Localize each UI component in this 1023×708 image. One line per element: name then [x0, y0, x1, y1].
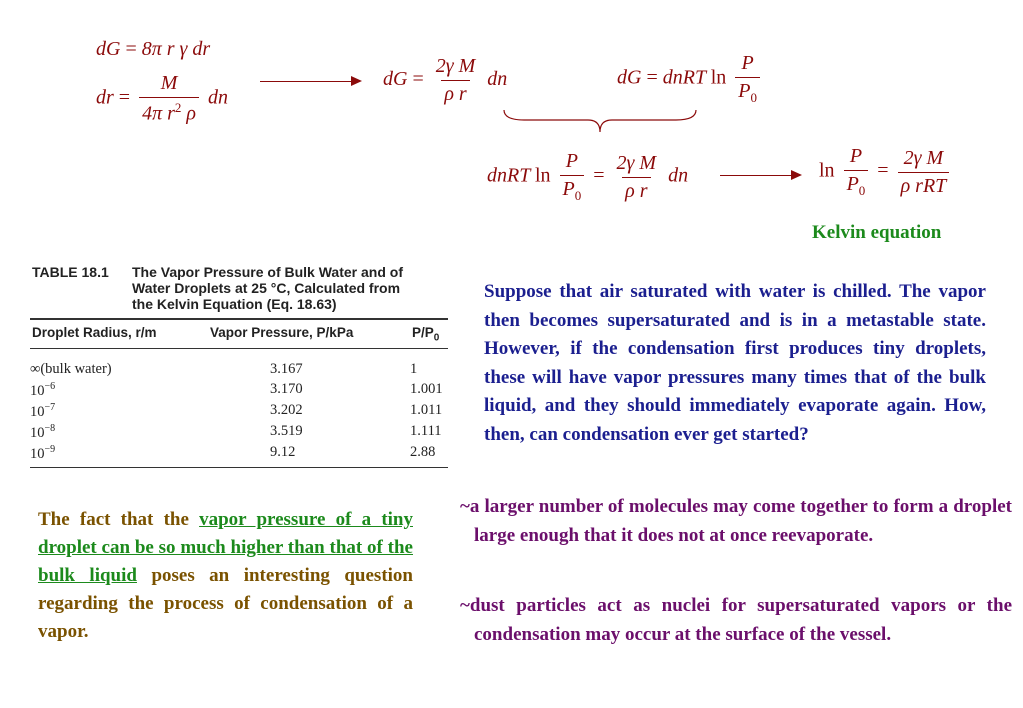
cell-ratio: 1.011 [410, 402, 443, 418]
cell-pressure: 3.167 [270, 361, 303, 377]
eq6-fraction-2 [898, 147, 950, 198]
equation-dr [96, 72, 228, 126]
kelvin-equation-label: Kelvin equation [812, 222, 942, 243]
eq2-den-base: 4π r [142, 102, 175, 125]
eq2-den-exp: 2 [174, 100, 182, 115]
eq3-denominator: ρ r [441, 80, 469, 106]
table-row [30, 444, 448, 464]
eq2-tail: dn [208, 86, 228, 109]
table-header-pressure: Vapor Pressure, P/kPa [210, 325, 354, 340]
eq2-lhs: dr [96, 86, 114, 109]
equals-sign: = [646, 66, 663, 89]
eq6-fraction-1 [844, 145, 869, 199]
table-row [30, 423, 448, 443]
eq4-denominator [735, 77, 760, 106]
eq5-den-sub: 0 [574, 188, 582, 203]
equation-dG-8pi [96, 38, 210, 61]
arrow-right-1 [260, 81, 360, 82]
left-paragraph [38, 506, 413, 646]
radius-exponent: −9 [44, 444, 56, 455]
eq4-ln: ln [710, 66, 727, 89]
eq6-numerator-1: P [849, 145, 863, 167]
table-rule-header [30, 348, 448, 349]
eq5-fraction-1 [560, 150, 585, 204]
cell-ratio: 1.111 [410, 423, 442, 439]
table-rule-top [30, 318, 448, 320]
eq2-fraction [139, 72, 199, 126]
equals-sign: = [125, 38, 142, 60]
eq5-denominator-1 [560, 175, 585, 204]
eq3-tail: dn [487, 68, 508, 91]
eq6-den-base: P [846, 173, 859, 195]
eq2-denominator [139, 97, 199, 126]
cell-ratio: 2.88 [410, 444, 436, 460]
eq5-numerator-2: 2γ M [616, 151, 657, 174]
equation-dG-fraction [383, 55, 507, 106]
table-header-radius: Droplet Radius, r/m [32, 325, 157, 340]
table-title [132, 264, 448, 312]
answer-1: ~a larger number of molecules may come together to form a droplet large enough that it does not at once reevaporate. [460, 496, 1012, 546]
eq1-rhs: 8π r γ dr [141, 38, 211, 60]
eq6-ln: ln [819, 159, 835, 182]
table-rule-bottom [30, 467, 448, 468]
left-paragraph-highlight: vapor pressure of a tiny droplet can be so much higher than that of the bulk liquid [38, 509, 413, 586]
eq4-mid: dnRT [662, 66, 706, 89]
cell-radius: ∞(bulk water) [30, 361, 112, 377]
curly-brace [500, 108, 700, 136]
cell-radius: $10^{-8}$ [30, 423, 56, 441]
equals-sign: = [593, 164, 605, 187]
table-title-line-1: The Vapor Pressure of Bulk Water and of [132, 264, 403, 280]
table-title-line-2: Water Droplets at 25 °C, Calculated from [132, 280, 401, 296]
eq6-numerator-2: 2γ M [903, 146, 944, 169]
equation-kelvin [819, 145, 953, 199]
cell-radius: $10^{-7}$ [30, 402, 56, 420]
equation-dG-dnRT [617, 52, 764, 106]
arrow-right-2 [720, 175, 800, 176]
ratio-subscript: 0 [433, 332, 440, 344]
eq2-numerator: M [160, 72, 178, 94]
eq5-denominator-2: ρ r [622, 177, 650, 203]
eq3-fraction [433, 55, 479, 106]
eq5-fraction-2 [614, 152, 660, 203]
eq3-numerator: 2γ M [435, 55, 476, 77]
table-18-1 [30, 264, 448, 474]
question-paragraph: Suppose that air saturated with water is chilled. The vapor then becomes supersaturated and is in a metastable state. However, if the condensation first produces tiny droplets, these will have vapor pressures many times that of the bulk liquid, and they should immediately evaporate again. How, then, can condensation ever get started? [484, 281, 986, 445]
eq2-den-tail: ρ [181, 102, 196, 125]
radius-exponent: −6 [44, 381, 56, 392]
eq5-den-base: P [562, 178, 575, 200]
radius-exponent: −8 [44, 423, 56, 434]
eq4-fraction [735, 52, 760, 106]
table-row [30, 381, 448, 401]
cell-ratio: 1 [410, 361, 418, 377]
eq4-lhs: dG [617, 66, 642, 89]
table-header-ratio: $P/P_0$ [412, 325, 440, 344]
cell-radius: $10^{-6}$ [30, 381, 56, 399]
cell-pressure: 3.519 [270, 423, 303, 439]
cell-pressure: 9.12 [270, 444, 296, 460]
left-paragraph-after: poses an interesting question regarding the process of condensation of a vapor. [38, 565, 413, 642]
equals-sign: = [118, 86, 136, 109]
eq3-lhs: dG [383, 68, 408, 91]
eq5-lhs: dnRT [487, 164, 530, 187]
eq4-den-base: P [738, 80, 751, 102]
radius-exponent: −7 [44, 402, 56, 413]
eq6-den-sub: 0 [858, 183, 866, 198]
eq6-denominator-1 [844, 170, 869, 199]
cell-radius: $10^{-9}$ [30, 444, 56, 462]
table-row [30, 402, 448, 422]
equals-sign: = [412, 68, 429, 91]
equation-combined [487, 150, 688, 204]
eq4-numerator: P [741, 52, 754, 74]
cell-pressure: 3.202 [270, 402, 303, 418]
eq5-tail: dn [668, 164, 689, 187]
eq5-ln: ln [534, 164, 551, 187]
eq5-numerator-1: P [565, 150, 579, 172]
cell-ratio: 1.001 [410, 381, 443, 397]
eq6-denominator-2: ρ rRT [898, 172, 950, 198]
answer-2: ~dust particles act as nuclei for supersaturated vapors or the condensation may occur at the surface of the vessel. [460, 595, 1012, 645]
table-label: TABLE 18.1 [32, 264, 109, 280]
cell-pressure: 3.170 [270, 381, 303, 397]
eq1-lhs: dG [96, 38, 121, 60]
eq4-den-sub: 0 [750, 90, 757, 105]
left-paragraph-before: The fact that the [38, 509, 200, 530]
table-row [30, 361, 448, 381]
equals-sign: = [877, 159, 889, 182]
table-title-line-3: the Kelvin Equation (Eq. 18.63) [132, 296, 337, 312]
